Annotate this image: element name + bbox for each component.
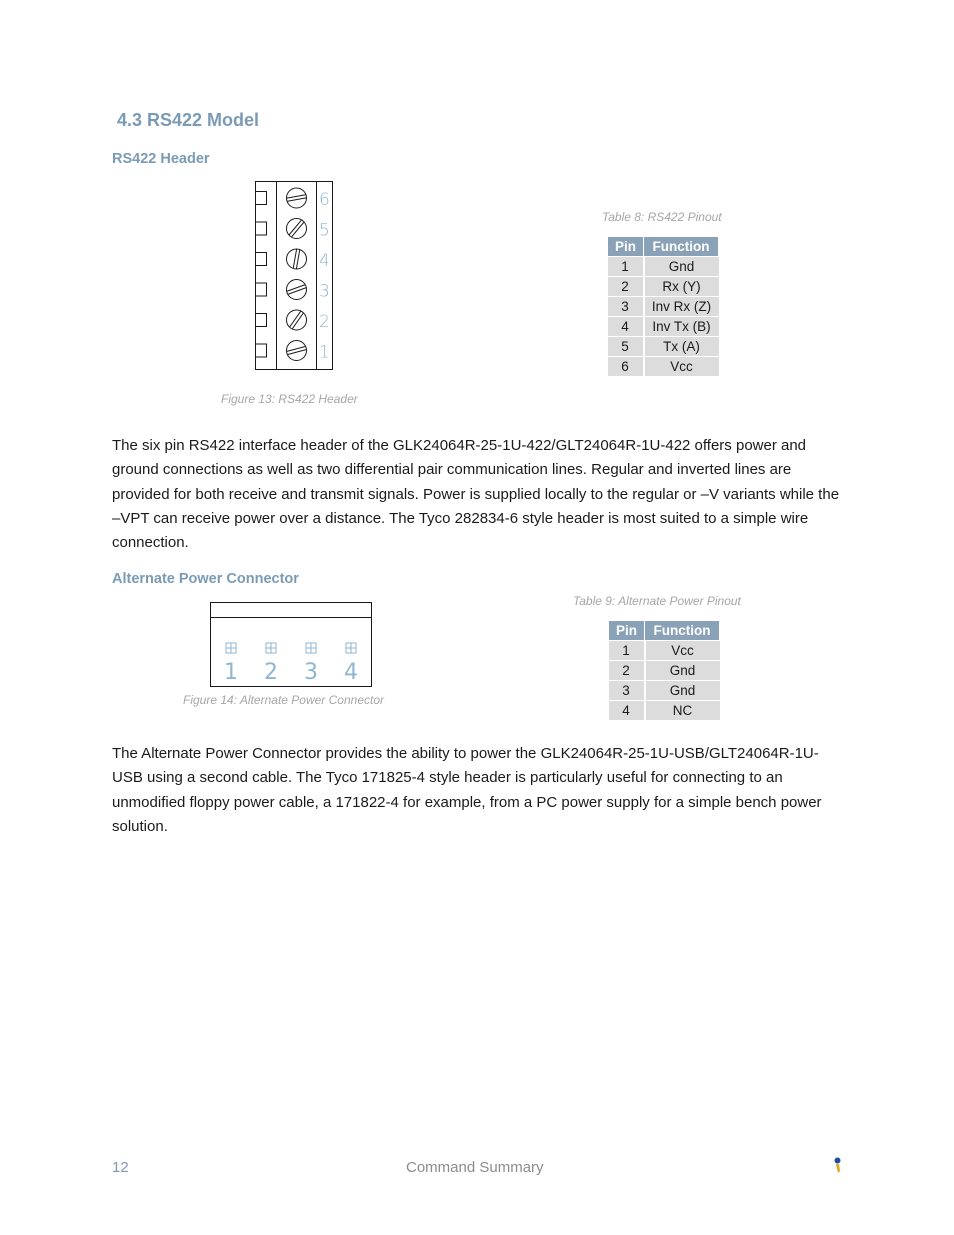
table-row — [608, 317, 719, 337]
pin-cell: 3 — [608, 297, 644, 317]
function-cell: Rx (Y) — [644, 277, 719, 297]
pin-cell: 2 — [608, 277, 644, 297]
terminal-square — [256, 253, 267, 266]
table-row — [609, 701, 720, 721]
column-header-pin: Pin — [608, 237, 644, 257]
screw-slot — [293, 249, 296, 268]
screw-slot — [288, 288, 306, 294]
table-row — [608, 297, 719, 317]
column-header-function: Function — [644, 237, 719, 257]
pin-label: 6 — [319, 190, 330, 210]
pin-label: 4 — [319, 251, 330, 271]
alt-power-paragraph: The Alternate Power Connector provides the ability to power the GLK24064R-25-1U-USB/GLT24064R-1U-USB using a second cable. The Tyco 171825-4 style header is particularly useful for connecting to an unmodified floppy power cable, a 171822-4 for example, from a PC power supply for a simple bench power solution. — [112, 745, 822, 835]
terminal-square — [256, 192, 267, 205]
pin-label: 2 — [264, 660, 278, 685]
column-header-pin: Pin — [609, 621, 645, 641]
function-cell: Gnd — [645, 661, 720, 681]
pin-label: 5 — [319, 220, 330, 241]
pin-cell: 4 — [609, 701, 645, 721]
pin-cell: 1 — [609, 641, 645, 661]
function-cell: NC — [645, 701, 720, 721]
table-row — [609, 661, 720, 681]
function-cell: Inv Rx (Z) — [644, 297, 719, 317]
table-row — [608, 337, 719, 357]
alt-power-figure-caption: Figure 14: Alternate Power Connector — [183, 693, 384, 707]
pin-label: 1 — [224, 660, 238, 685]
pin-label: 3 — [304, 660, 318, 685]
column-header-function: Function — [645, 621, 720, 641]
table-header-row — [609, 621, 720, 641]
table-header-row — [608, 237, 719, 257]
screw-terminal — [287, 219, 307, 239]
function-cell: Vcc — [645, 641, 720, 661]
pin-cell: 2 — [609, 661, 645, 681]
terminal-square — [256, 344, 267, 357]
page-number: 12 — [112, 1159, 129, 1176]
function-cell: Vcc — [644, 357, 719, 377]
footer-title: Command Summary — [406, 1159, 544, 1176]
screw-terminal — [287, 310, 307, 330]
table-row — [609, 681, 720, 701]
pin-label: 1 — [319, 342, 330, 363]
alt-power-pinout-table — [608, 620, 720, 721]
rs422-paragraph: The six pin RS422 interface header of the GLK24064R-25-1U-422/GLT24064R-1U-422 offers power and ground connections as well as two differential pair communication lines. Regular and inverted lines are provided for both receive and transmit signals. Power is supplied locally to the regular or –V variants while the –VPT can receive power over a distance. The Tyco 282834-6 style header is most suited to a simple wire connection. — [112, 437, 840, 552]
table-row — [608, 277, 719, 297]
alt-power-heading: Alternate Power Connector — [112, 571, 299, 587]
screw-slot — [287, 195, 306, 198]
function-cell: Inv Tx (B) — [644, 317, 719, 337]
rs422-figure-caption: Figure 13: RS422 Header — [221, 392, 358, 406]
company-logo-icon — [830, 1156, 846, 1174]
table-row — [608, 357, 719, 377]
pin-cell: 1 — [608, 257, 644, 277]
pin-label: 2 — [319, 312, 330, 332]
rs422-heading: RS422 Header — [112, 151, 210, 167]
pin-label: 4 — [344, 660, 358, 685]
screw-slot — [296, 250, 299, 269]
alt-power-connector-figure — [208, 600, 374, 690]
terminal-square — [256, 283, 267, 296]
terminal-square — [256, 314, 267, 327]
screw-slot — [287, 285, 305, 291]
terminal-square — [256, 222, 267, 235]
function-cell: Gnd — [644, 257, 719, 277]
table-row — [608, 257, 719, 277]
pin-cell: 6 — [608, 357, 644, 377]
pin-label: 3 — [319, 281, 330, 302]
function-cell: Tx (A) — [644, 337, 719, 357]
rs422-table-caption: Table 8: RS422 Pinout — [602, 210, 722, 224]
function-cell: Gnd — [645, 681, 720, 701]
alt-power-table-caption: Table 9: Alternate Power Pinout — [573, 594, 741, 608]
pin-cell: 3 — [609, 681, 645, 701]
screw-slot — [287, 198, 306, 201]
rs422-header-figure — [250, 178, 340, 372]
screw-terminal — [287, 280, 307, 300]
rs422-pinout-table — [607, 236, 719, 377]
section-title: 4.3 RS422 Model — [117, 110, 260, 130]
table-row — [609, 641, 720, 661]
pin-cell: 4 — [608, 317, 644, 337]
pin-cell: 5 — [608, 337, 644, 357]
